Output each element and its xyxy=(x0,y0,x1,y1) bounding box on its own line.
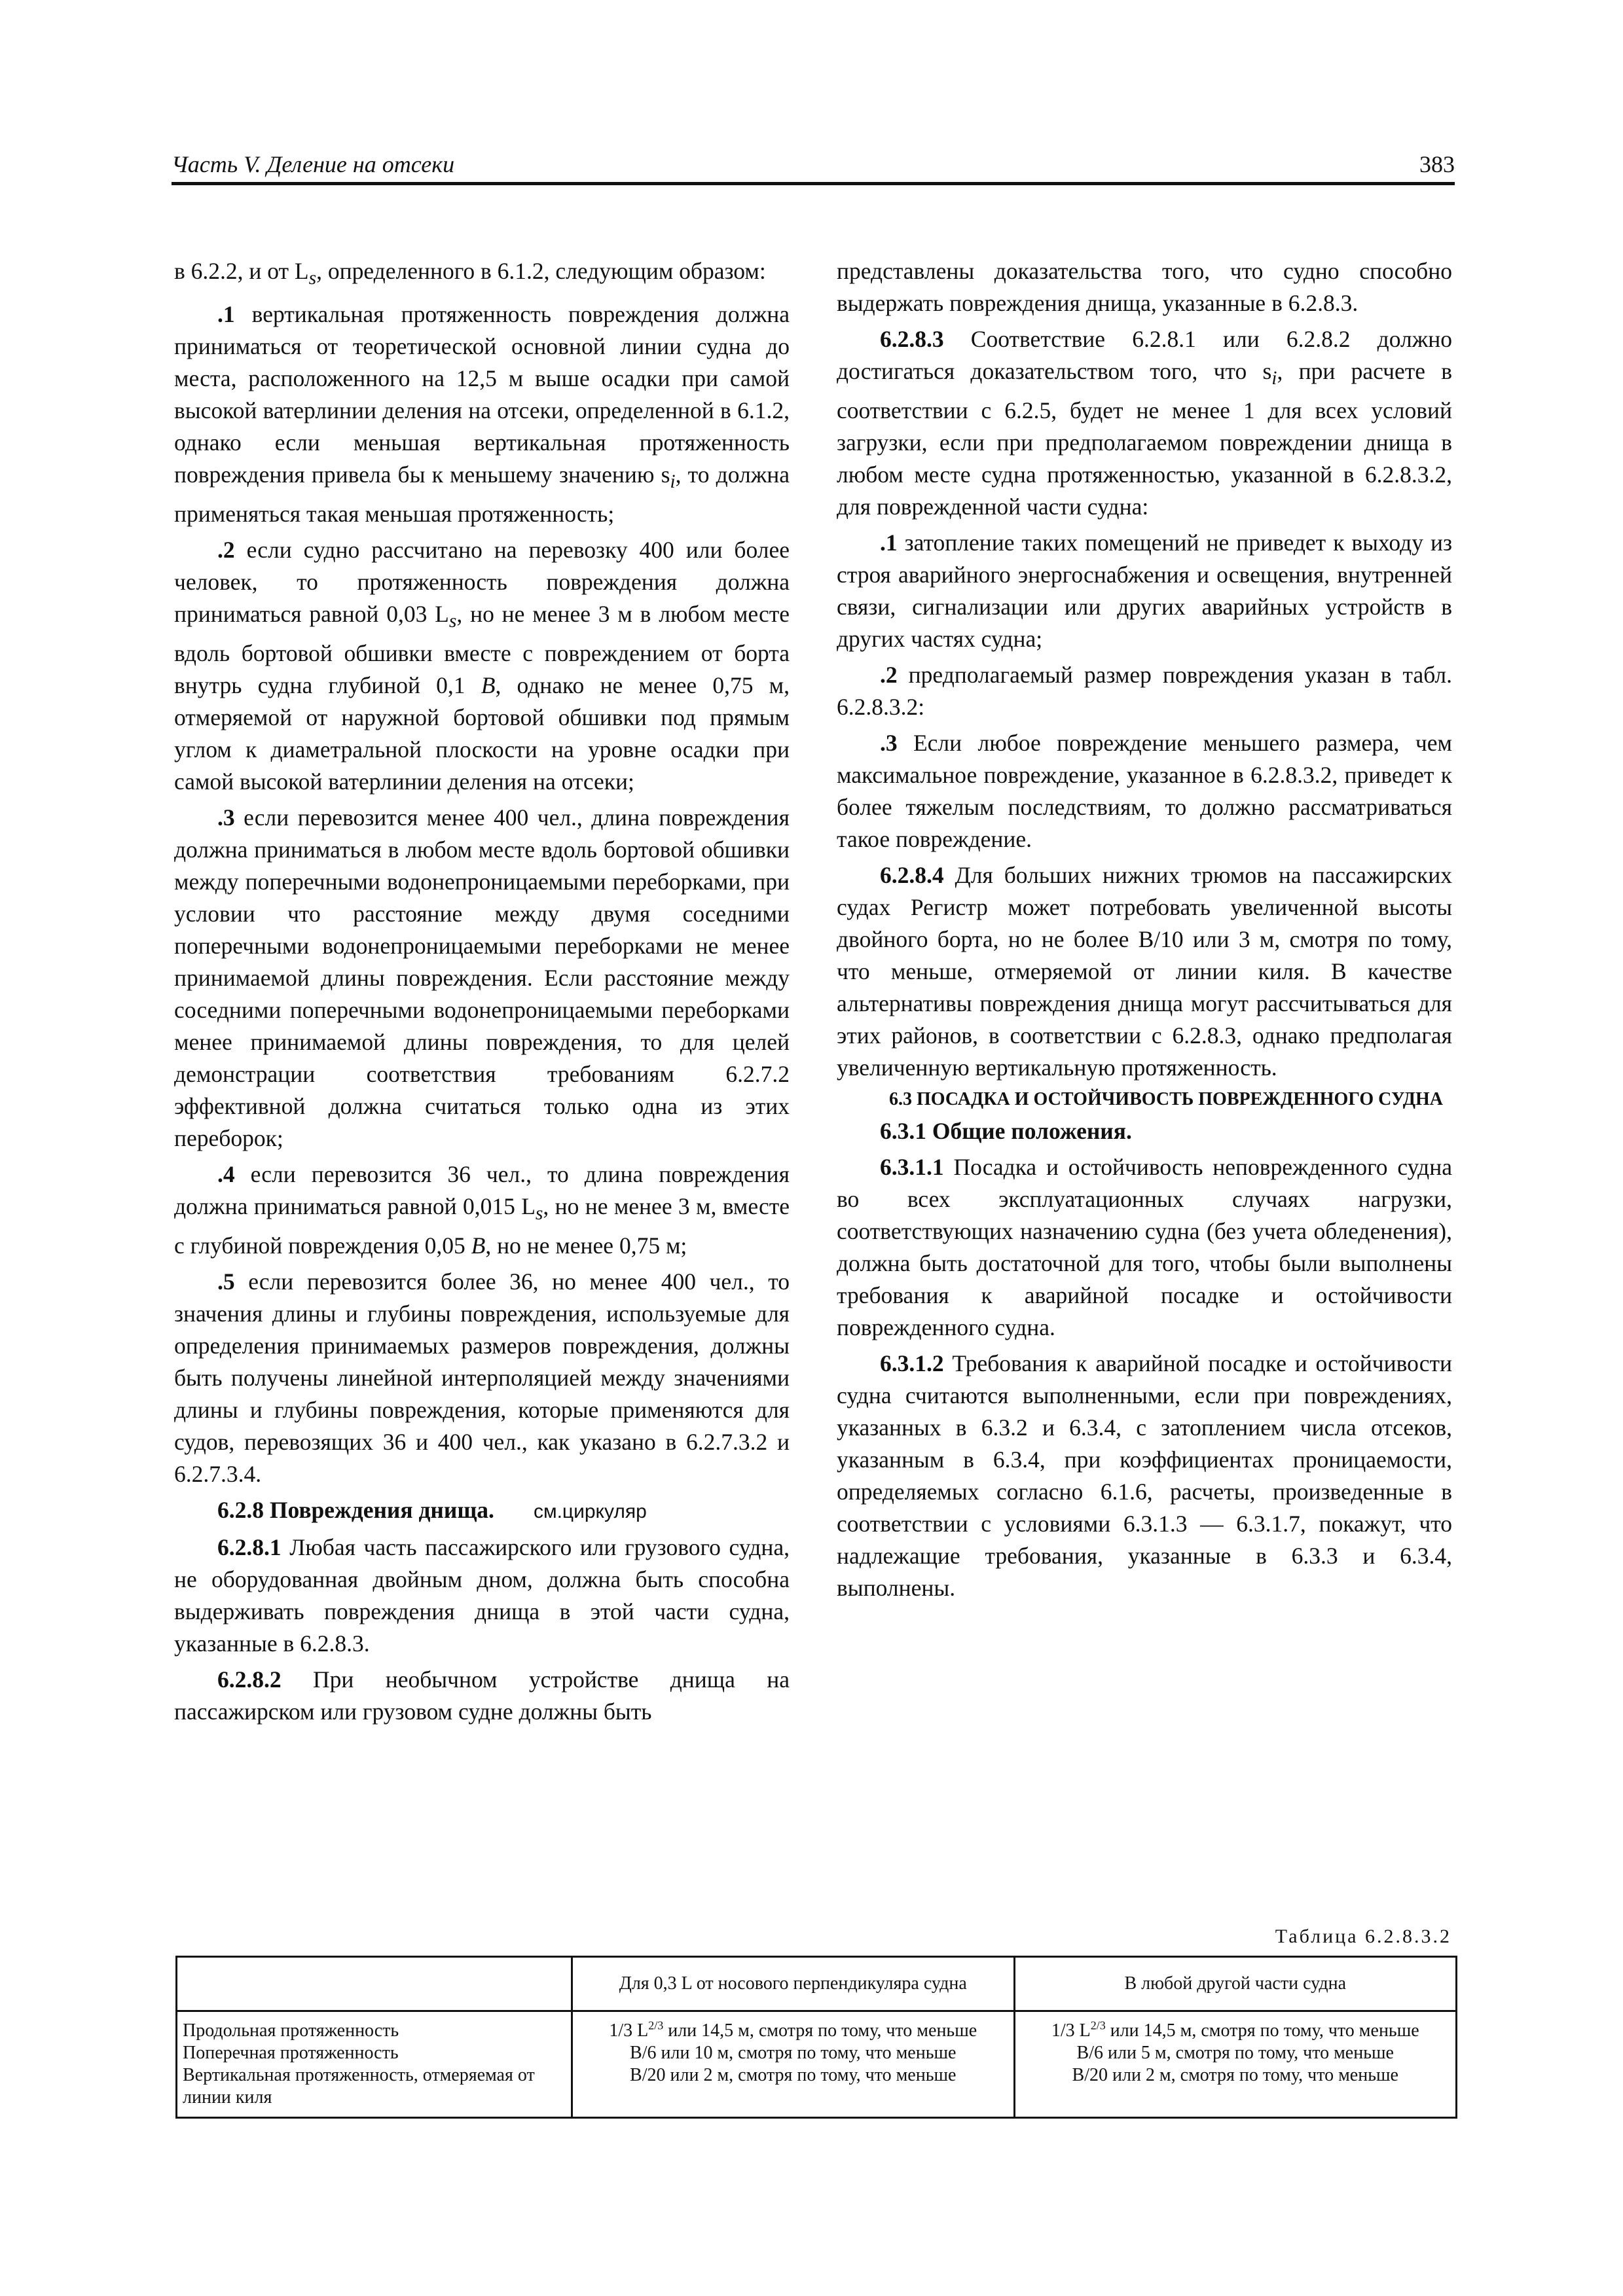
table-header-empty xyxy=(177,1957,572,2011)
list-item-3: .3 Если любое повреждение меньшего размера, чем максимальное повреждение, указанное в 6.2.8.3.2, приведет к более тяжелым последствиям, то должно рассматриваться такое повреждение. xyxy=(837,730,1452,853)
section-title-6-3: 6.3 ПОСАДКА И ОСТОЙЧИВОСТЬ ПОВРЕЖДЕННОГО СУДНА xyxy=(889,1089,1443,1110)
row-label-longitudinal: Продольная протяженность xyxy=(183,2020,399,2041)
list-item-3: .3 если перевозится менее 400 чел., длина повреждения должна приниматься в любом месте вдоль бортовой обшивки между поперечными водонепроницаемыми переборками, при условии что расстояние между двумя соседними поперечными водонепроницаемыми переборками не менее принимаемой длины повреждения. Если расстояние между соседними поперечными водонепроницаемыми переборками менее принимаемой длины повреждения, то для целей демонстрации соответствия требованиям 6.2.7.2 эффективной должна считаться только одна из этих переборок; xyxy=(174,804,790,1152)
section-heading-6-3-1: 6.3.1 Общие положения. xyxy=(880,1118,1132,1145)
running-header xyxy=(172,148,1455,185)
table-header-bow: Для 0,3 L от носового перпендикуляра судна xyxy=(572,1957,1014,2011)
table-cell-bow xyxy=(572,2011,1014,2118)
cell-line: B/20 или 2 м, смотря по тому, что меньше xyxy=(630,2065,957,2085)
table-cell-other xyxy=(1014,2011,1457,2118)
list-item-5: .5 если перевозится более 36, но менее 400 чел., то значения длины и глубины повреждения, используемые для определения принимаемых размеров повреждения, должны быть получены линейной интерполяцией между значениями длины и глубины повреждения, которые применяются для судов, перевозящих 36 и 400 чел., как указано в 6.2.7.3.2 и 6.2.7.3.4. xyxy=(174,1268,790,1488)
cell-line: B/20 или 2 м, смотря по тому, что меньше xyxy=(1072,2065,1398,2085)
handwritten-note: см.циркуляр xyxy=(533,1501,647,1523)
page-number: 383 xyxy=(1419,151,1455,177)
cell-line: B/6 или 5 м, смотря по тому, что меньше xyxy=(1076,2043,1394,2063)
table-header-row xyxy=(177,1957,1457,2011)
paragraph-6-2-8-2: 6.2.8.2 При необычном устройстве днища на пассажирском или грузовом судне должны быть xyxy=(174,1666,790,1725)
right-column xyxy=(837,255,1452,1608)
left-column xyxy=(174,255,790,1732)
paragraph: в 6.2.2, и от $L_s$, определенного в 6.1.2, следующим образом: xyxy=(174,258,766,289)
list-item-1: .1 затопление таких помещений не приведет к выходу из строя аварийного энергоснабжения и освещения, внутренней связи, сигнализации или других аварийных устройств в других частях судна; xyxy=(837,529,1452,653)
list-item-4: .4 если перевозится 36 чел., то длина повреждения должна приниматься равной 0,015 $L_s$, но не менее 3 м, вместе с глубиной повреждения 0,05 B, но не менее 0,75 м; xyxy=(174,1161,790,1259)
row-label-vertical: Вертикальная протяженность, отмеряемая от линии киля xyxy=(183,2065,535,2108)
paragraph-6-2-8-3: 6.2.8.3 Соответствие 6.2.8.1 или 6.2.8.2 должно достигаться доказательством того, что $s_i$, при расчете в соответствии с 6.2.5, будет не менее 1 для всех условий загрузки, если при предполагаемом повреждении днища в любом месте судна протяженностью, указанной в 6.2.8.3.2, для поврежденной части судна: xyxy=(837,326,1452,520)
row-label-transverse: Поперечная протяженность xyxy=(183,2043,399,2063)
list-item-1: .1 вертикальная протяженность повреждения должна приниматься от теоретической основной линии судна до места, расположенного на 12,5 м выше осадки при самой высокой ватерлинии деления на отсеки, определенной в 6.1.2, однако если меньшая вертикальная протяженность повреждения привела бы к меньшему значению $s_i$, то должна применяться такая меньшая протяженность; xyxy=(174,301,790,528)
table-header-other: В любой другой части судна xyxy=(1014,1957,1457,2011)
header-section-title: Часть V. Деление на отсеки xyxy=(172,151,455,177)
paragraph-6-2-8-4: 6.2.8.4 Для больших нижних трюмов на пассажирских судах Регистр может потребовать увеличенной высоты двойного борта, но не более B/10 или 3 м, смотря по тому, что меньше, отмеряемой от линии киля. В качестве альтернативы повреждения днища могут рассчитываться для этих районов, в соответствии с 6.2.8.3, однако предполагая увеличенную вертикальную протяженность. xyxy=(837,862,1452,1081)
damage-extent-table xyxy=(175,1956,1457,2119)
list-item-2: .2 если судно рассчитано на перевозку 400 или более человек, то протяженность повреждения должна приниматься равной 0,03 $L_s$, но не менее 3 м в любом месте вдоль бортовой обшивки вместе с повреждением от борта внутрь судна глубиной 0,1 B, однако не менее 0,75 м, отмеряемой от наружной бортовой обшивки под прямым углом к диаметральной плоскости на уровне осадки при самой высокой ватерлинии деления на отсеки; xyxy=(174,537,790,795)
table-row-labels xyxy=(177,2011,572,2118)
cell-line: B/6 или 10 м, смотря по тому, что меньше xyxy=(630,2043,957,2063)
paragraph-6-3-1-2: 6.3.1.2 Требования к аварийной посадке и остойчивости судна считаются выполненными, если при повреждениях, указанных в 6.3.2 и 6.3.4, с затоплением числа отсеков, указанным в 6.3.4, при коэффициентах проницаемости, определяемых согласно 6.1.6, расчеты, произведенные в соответствии с условиями 6.3.1.3 — 6.3.1.7, покажут, что надлежащие требования, указанные в 6.3.3 и 6.3.4, выполнены. xyxy=(837,1350,1452,1602)
section-heading-6-2-8: 6.2.8 Повреждения днища. см.циркуляр xyxy=(217,1497,647,1524)
list-item-2: .2 предполагаемый размер повреждения указан в табл. 6.2.8.3.2: xyxy=(837,662,1452,721)
cell-line: 1/3 $L^{2/3}$ или 14,5 м, смотря по тому, что меньше xyxy=(1051,2018,1419,2041)
paragraph-6-3-1-1: 6.3.1.1 Посадка и остойчивость неповрежденного судна во всех эксплуатационных случаях нагрузки, соответствующих назначению судна (без учета обледенения), должна быть достаточной для того, чтобы были выполнены требования к аварийной посадке и остойчивости поврежденного судна. xyxy=(837,1154,1452,1341)
paragraph: представлены доказательства того, что судно способно выдержать повреждения днища, указанные в 6.2.8.3. xyxy=(837,258,1452,316)
cell-line: 1/3 $L^{2/3}$ или 14,5 м, смотря по тому, что меньше xyxy=(609,2018,977,2041)
paragraph-6-2-8-1: 6.2.8.1 Любая часть пассажирского или грузового судна, не оборудованная двойным дном, должна быть способна выдерживать повреждения днища в этой части судна, указанные в 6.2.8.3. xyxy=(174,1534,790,1657)
table-caption: Таблица 6.2.8.3.2 xyxy=(1275,1926,1451,1947)
table-row xyxy=(177,2011,1457,2118)
